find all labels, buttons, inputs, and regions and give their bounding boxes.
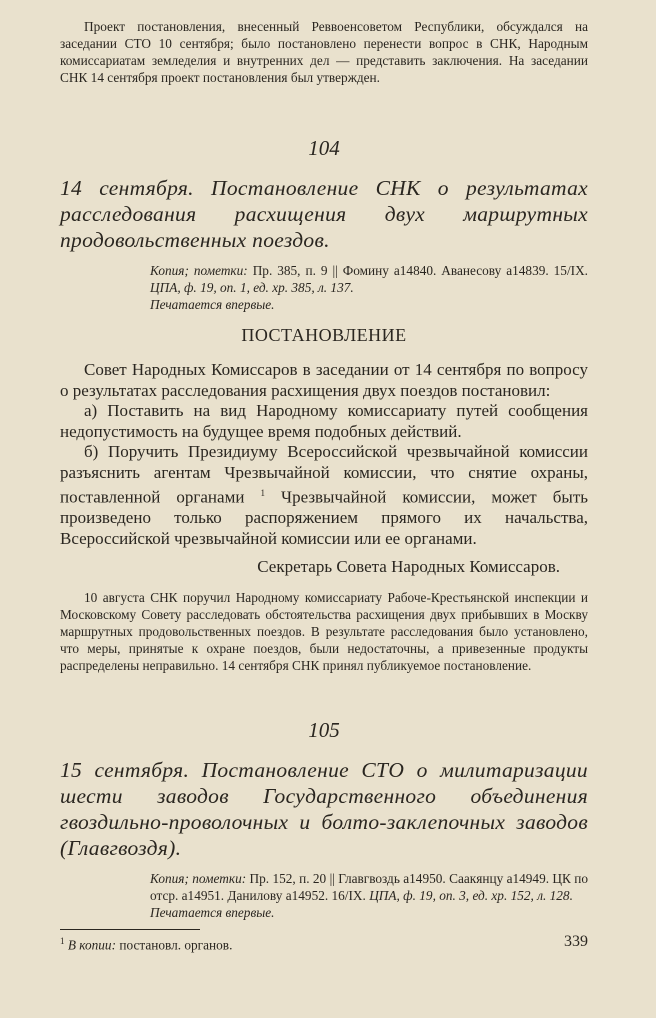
editorial-note: 10 августа СНК поручил Народному комиссариату Рабоче-Крестьянской инспекции и Московскому Совету расследовать обстоятельства расхищения двух прибывших в Москву маршрутных продовольственных поездов. В результате расследования было установлено, что меры, принятые к охране поездов, были недостаточны, а привезенные продукты распределены неправильно. 14 сентября СНК принял публикуемое постановление.	[60, 590, 588, 674]
paragraph: Совет Народных Комиссаров в заседании от 14 сентября по вопросу о результатах расследования расхищения двух поездов постановил:	[60, 360, 588, 400]
published-note: Печатается впервые.	[150, 297, 275, 312]
resolution-body	[60, 360, 588, 549]
archive-meta: Копия; пометки: Пр. 385, п. 9 || Фомину а14840. Аванесову а14839. 15/IX. ЦПА, ф. 19, оп. 1, ед. хр. 385, л. 137. Печатается впервые.	[150, 263, 588, 312]
page-number: 339	[564, 933, 588, 950]
paragraph: а) Поставить на вид Народному комиссариату путей сообщения недопустимость на будущее время подобных действий.	[60, 401, 588, 441]
document-heading: 14 сентября. Постановление СНК о результатах расследования расхищения двух маршрутных продовольственных поездов.	[60, 176, 588, 252]
footnote-marker: 1	[260, 488, 265, 498]
document-number: 104	[308, 136, 340, 160]
document-heading: 15 сентября. Постановление СТО о милитаризации шести заводов Государственного объединения гвоздильно-проволочных и болто-заклепочных заводов (Главгвоздя).	[60, 758, 588, 861]
document-title: ПОСТАНОВЛЕНИЕ	[241, 325, 407, 345]
footnote: $^1$ В копии: постановл. органов.	[60, 936, 233, 953]
signature: Секретарь Совета Народных Комиссаров.	[257, 557, 560, 577]
intro-note: Проект постановления, внесенный Реввоенсоветом Республики, обсуждался на заседании СТО 10 сентября; было постановлено перенести вопрос в СНК, Народным комиссариатам земледелия и внутренних дел — представить заключения. На заседании СНК 14 сентября проект постановления был утвержден.	[60, 19, 588, 85]
document-number: 105	[308, 718, 340, 743]
archive-meta: Копия; пометки: Пр. 152, п. 20 || Главгвоздь а14950. Саакянцу а14949. ЦК по отср. а14951. Данилову а14952. 16/IX. ЦПА, ф. 19, оп. 3, ед. хр. 152, л. 128. Печатается впервые.	[150, 871, 589, 921]
published-note: Печатается впервые.	[150, 905, 275, 921]
paragraph: б) Поручить Президиуму Всероссийской чрезвычайной комиссии разъяснить агентам Чрезвычайной комиссии, что снятие охраны, поставленной органами $^1$ Чрезвычайной комиссии, может быть произведено только распоряжением прямого их начальства, Всероссийской чрезвычайной комиссии или ее органами.	[60, 442, 589, 548]
